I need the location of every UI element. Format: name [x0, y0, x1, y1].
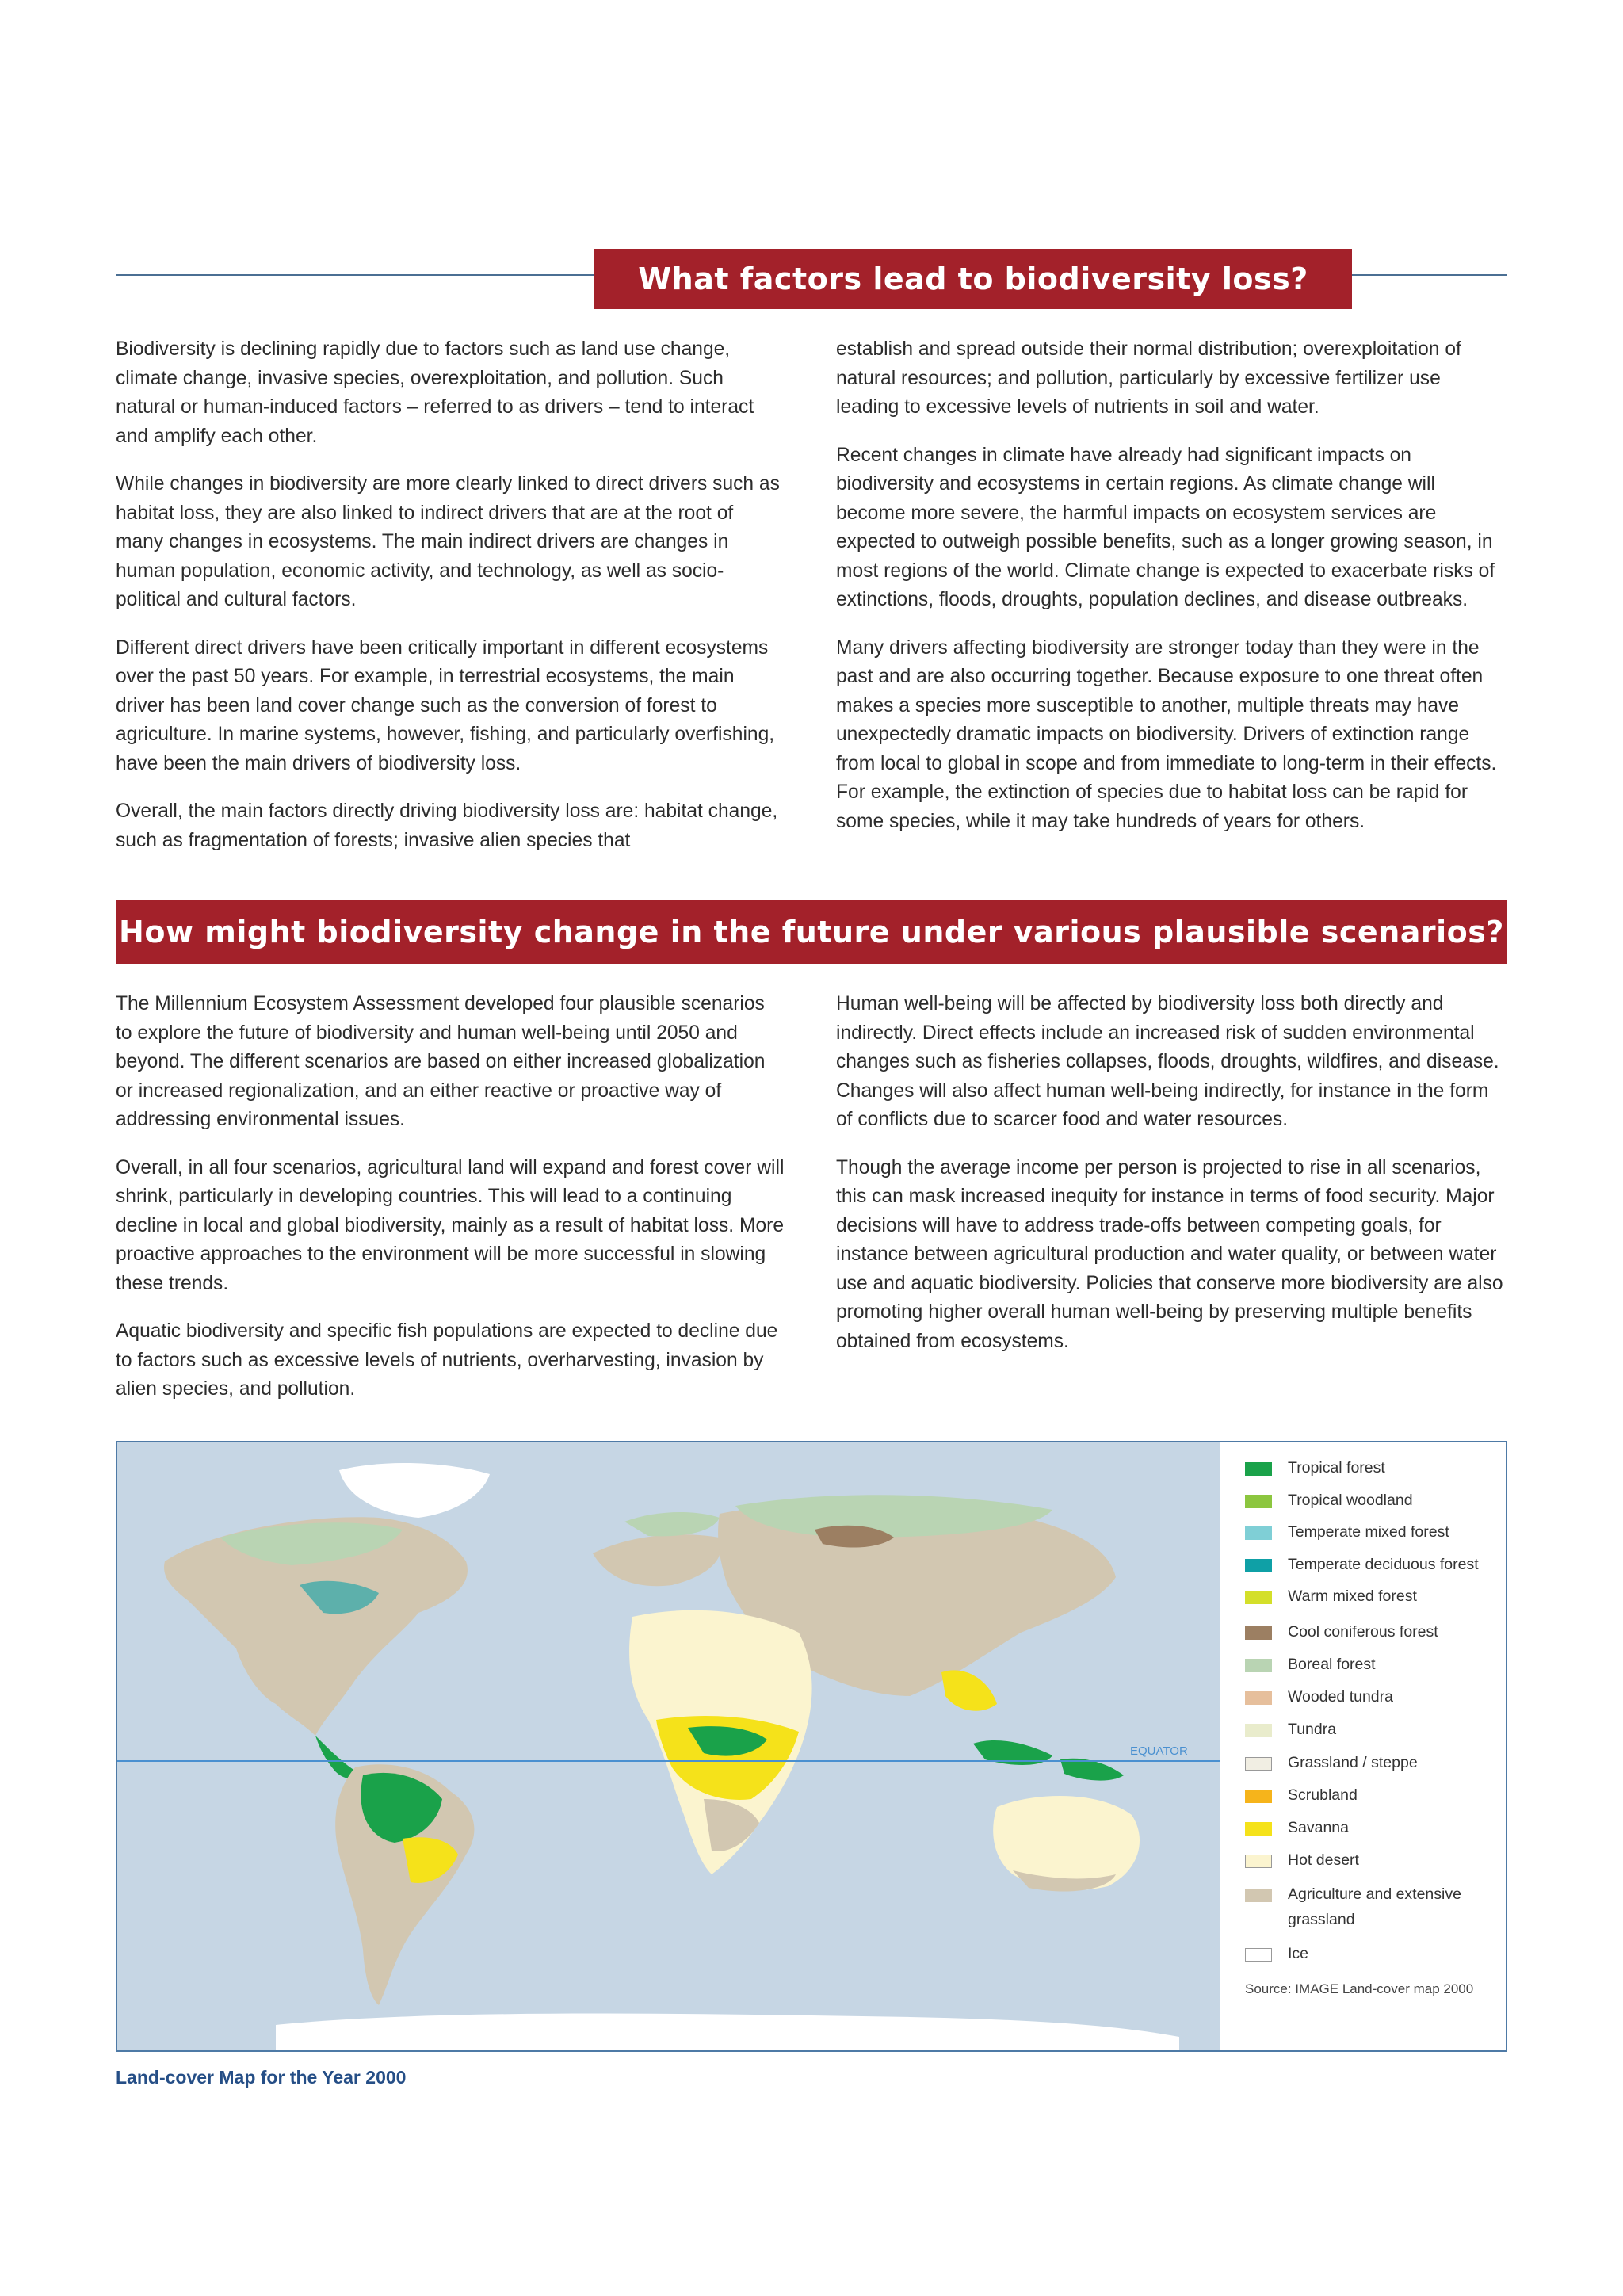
- legend-item: [1245, 1946, 1507, 1966]
- legend-label: Boreal forest: [1288, 1656, 1376, 1673]
- legend-item: [1245, 1460, 1507, 1480]
- legend-label: Tropical woodland: [1288, 1492, 1413, 1509]
- legend-swatch: [1245, 1495, 1272, 1508]
- legend-swatch: [1245, 1948, 1272, 1962]
- legend-swatch: [1245, 1591, 1272, 1604]
- legend-swatch: [1245, 1462, 1272, 1476]
- legend-label: Warm mixed forest: [1288, 1587, 1417, 1605]
- paragraph: Biodiversity is declining rapidly due to factors such as land use change, climate change, invasive species, overexploitation, and pollution. Such natural or human-induced factors – referred to as drivers – tend to interact and amplify each other.: [116, 338, 754, 447]
- world-map-graphic: [117, 1442, 1220, 2050]
- legend-label: Tropical forest: [1288, 1459, 1385, 1477]
- legend-item: [1245, 1624, 1507, 1645]
- section2-left-column: [116, 990, 785, 1423]
- legend-label: Wooded tundra: [1288, 1688, 1393, 1706]
- paragraph: Different direct drivers have been critically important in different ecosystems over the past 50 years. For example, in terrestrial ecosystems, the main driver has been land cover change such as the conversion of forest to agriculture. In marine systems, however, fishing, and particularly overfishing, have been the main drivers of biodiversity loss.: [116, 636, 775, 774]
- map-legend: [1220, 1442, 1506, 2050]
- legend-label: Temperate deciduous forest: [1288, 1556, 1479, 1573]
- legend-item: [1245, 1588, 1507, 1609]
- legend-swatch: [1245, 1626, 1272, 1640]
- figure-caption: Land-cover Map for the Year 2000: [116, 2067, 407, 2088]
- legend-swatch: [1245, 1559, 1272, 1572]
- section1-rule-left: [116, 274, 594, 276]
- legend-item: [1245, 1492, 1507, 1513]
- section2-right-column: [836, 990, 1506, 1375]
- paragraph: establish and spread outside their normal distribution; overexploitation of natural resources; and pollution, particularly by excessive fertilizer use leading to excessive levels of nutrients in soil and water.: [836, 338, 1461, 418]
- section1-left-column: [116, 335, 785, 874]
- section1-rule-right: [1352, 274, 1507, 276]
- map-source: Source: IMAGE Land-cover map 2000: [1245, 1981, 1474, 1996]
- paragraph: Overall, in all four scenarios, agricultural land will expand and forest cover will shrink, particularly in developing countries. This will lead to a continuing decline in local and global biodiversity, mainly as a result of habitat loss. More proactive approaches to the environment will be more successful in slowing these trends.: [116, 1156, 785, 1294]
- legend-label: Ice: [1288, 1945, 1309, 1962]
- paragraph: Many drivers affecting biodiversity are stronger today than they were in the past and are also occurring together. Because exposure to one threat often makes a species more susceptible to another, multiple threats may have unexpectedly dramatic impacts on biodiversity. Drivers of extinction range from local to global in scope and from immediate to long-term in their effects. For example, the extinction of species due to habitat loss can be rapid for some species, while it may take hundreds of years for others.: [836, 636, 1497, 832]
- section1-right-column: [836, 335, 1506, 855]
- legend-item: [1245, 1852, 1507, 1873]
- legend-swatch: [1245, 1790, 1272, 1803]
- legend-item: [1245, 1656, 1507, 1677]
- paragraph: Overall, the main factors directly driving biodiversity loss are: habitat change, such as fragmentation of forests; invasive alien species that: [116, 800, 778, 851]
- legend-item: [1245, 1524, 1507, 1545]
- legend-label: Hot desert: [1288, 1851, 1359, 1869]
- legend-swatch: [1245, 1889, 1272, 1902]
- paragraph: Though the average income per person is projected to rise in all scenarios, this can mask increased inequity for instance in terms of food security. Major decisions will have to address trade-offs between competing goals, for instance between agricultural production and water quality, or between water use and aquatic biodiversity. Policies that conserve more biodiversity are also promoting higher overall human well-being by preserving multiple benefits obtained from ecosystems.: [836, 1156, 1503, 1352]
- legend-swatch: [1245, 1526, 1272, 1540]
- legend-label: Agriculture and extensive grassland: [1288, 1885, 1461, 1928]
- legend-swatch: [1245, 1724, 1272, 1737]
- legend-item: [1245, 1689, 1507, 1710]
- legend-item: [1245, 1755, 1507, 1775]
- legend-swatch: [1245, 1822, 1272, 1836]
- legend-swatch: [1245, 1855, 1272, 1868]
- legend-label: Grassland / steppe: [1288, 1754, 1418, 1771]
- legend-label: Cool coniferous forest: [1288, 1623, 1438, 1641]
- legend-swatch: [1245, 1757, 1272, 1771]
- legend-item: [1245, 1721, 1507, 1742]
- legend-item: [1245, 1886, 1507, 1932]
- legend-label: Tundra: [1288, 1721, 1337, 1738]
- legend-item: [1245, 1787, 1507, 1808]
- legend-swatch: [1245, 1691, 1272, 1705]
- legend-item: [1245, 1557, 1507, 1577]
- legend-label: Temperate mixed forest: [1288, 1523, 1449, 1541]
- section1-title: What factors lead to biodiversity loss?: [594, 249, 1352, 309]
- equator-label: EQUATOR: [1130, 1744, 1188, 1758]
- legend-item: [1245, 1820, 1507, 1840]
- legend-label: Scrubland: [1288, 1786, 1358, 1804]
- paragraph: The Millennium Ecosystem Assessment developed four plausible scenarios to explore the future of biodiversity and human well-being until 2050 and beyond. The different scenarios are based on either increased globalization or increased regionalization, and an either reactive or proactive way of addressing environmental issues.: [116, 993, 766, 1130]
- paragraph: Human well-being will be affected by biodiversity loss both directly and indirectly. Direct effects include an increased risk of sudden environmental changes such as fisheries collapses, floods, droughts, wildfires, and disease. Changes will also affect human well-being indirectly, for instance in the form of conflicts due to scarcer food and water resources.: [836, 993, 1499, 1130]
- world-map: [117, 1442, 1220, 2050]
- section2-title: How might biodiversity change in the future under various plausible scenarios?: [116, 900, 1507, 964]
- legend-label: Savanna: [1288, 1819, 1349, 1836]
- land-cover-map-figure: [116, 1441, 1507, 2052]
- paragraph: Recent changes in climate have already had significant impacts on biodiversity and ecosystems in certain regions. As climate change will become more severe, the harmful impacts on ecosystem services are expected to outweigh possible benefits, such as a longer growing season, in most regions of the world. Climate change is expected to exacerbate risks of extinctions, floods, droughts, population declines, and disease outbreaks.: [836, 444, 1495, 610]
- legend-swatch: [1245, 1659, 1272, 1672]
- paragraph: While changes in biodiversity are more clearly linked to direct drivers such as habitat loss, they are also linked to indirect drivers that are at the root of many changes in ecosystems. The main indirect drivers are changes in human population, economic activity, and technology, as well as socio-political and cultural factors.: [116, 473, 780, 610]
- paragraph: Aquatic biodiversity and specific fish populations are expected to decline due to factors such as excessive levels of nutrients, overharvesting, invasion by alien species, and pollution.: [116, 1320, 778, 1400]
